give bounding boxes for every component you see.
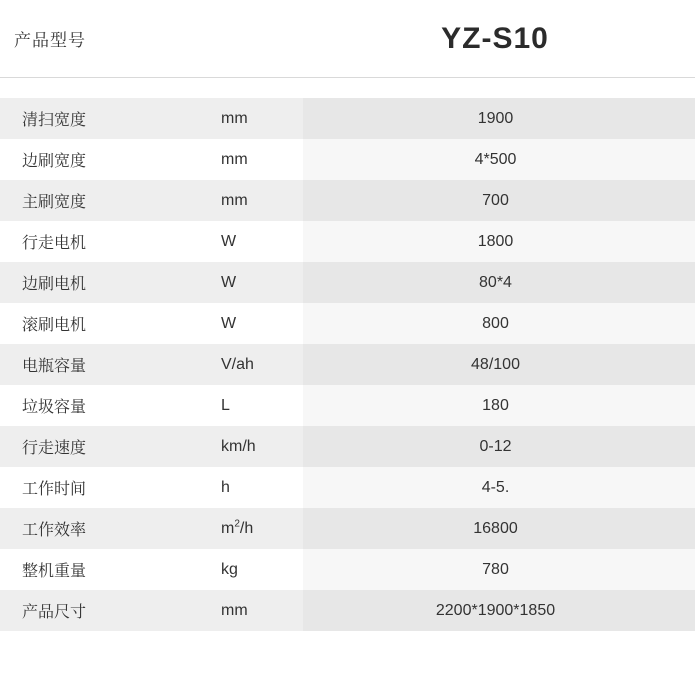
- spec-unit: mm: [207, 139, 303, 180]
- spec-value: 0-12: [303, 426, 695, 467]
- spec-header: [0, 0, 695, 78]
- spec-unit-base: m: [221, 519, 235, 537]
- spec-value: 2200*1900*1850: [303, 590, 695, 631]
- spec-unit-suffix: /h: [239, 519, 254, 537]
- table-row: [0, 508, 695, 549]
- spec-name: 工作效率: [0, 508, 207, 549]
- spec-name: 清扫宽度: [0, 98, 207, 139]
- spec-name: 行走电机: [0, 221, 207, 262]
- spec-value: 1900: [303, 98, 695, 139]
- spec-value: 1800: [303, 221, 695, 262]
- spec-unit: L: [207, 385, 303, 426]
- table-row: [0, 98, 695, 139]
- spec-value: 800: [303, 303, 695, 344]
- table-row: [0, 180, 695, 221]
- spec-unit: kg: [207, 549, 303, 590]
- specification-table: [0, 98, 695, 631]
- table-row: [0, 467, 695, 508]
- spec-value: 180: [303, 385, 695, 426]
- table-row: [0, 426, 695, 467]
- table-row: [0, 385, 695, 426]
- spec-value: 80*4: [303, 262, 695, 303]
- spec-unit: mm: [207, 98, 303, 139]
- spec-value: 700: [303, 180, 695, 221]
- spec-unit: mm: [207, 590, 303, 631]
- spec-name: 主刷宽度: [0, 180, 207, 221]
- table-row: [0, 590, 695, 631]
- table-row: [0, 549, 695, 590]
- spec-name: 垃圾容量: [0, 385, 207, 426]
- spec-unit: mm: [207, 180, 303, 221]
- spec-name: 边刷电机: [0, 262, 207, 303]
- spec-unit: W: [207, 221, 303, 262]
- spec-unit: km/h: [207, 426, 303, 467]
- spec-value: 4-5.: [303, 467, 695, 508]
- table-row: [0, 262, 695, 303]
- product-model: YZ-S10: [441, 21, 549, 55]
- spec-value: 16800: [303, 508, 695, 549]
- table-row: [0, 139, 695, 180]
- spec-unit: h: [207, 467, 303, 508]
- spec-unit-exponent: 2: [234, 518, 240, 530]
- spec-unit: [207, 508, 303, 549]
- spec-unit: V/ah: [207, 344, 303, 385]
- spec-name: 边刷宽度: [0, 139, 207, 180]
- table-row: [0, 344, 695, 385]
- table-row: [0, 303, 695, 344]
- spec-unit: W: [207, 303, 303, 344]
- spec-name: 产品尺寸: [0, 590, 207, 631]
- spec-value: 4*500: [303, 139, 695, 180]
- spec-name: 行走速度: [0, 426, 207, 467]
- spec-name: 滚刷电机: [0, 303, 207, 344]
- spec-name: 整机重量: [0, 549, 207, 590]
- spec-name: 工作时间: [0, 467, 207, 508]
- table-row: [0, 221, 695, 262]
- spec-unit: W: [207, 262, 303, 303]
- spec-value: 780: [303, 549, 695, 590]
- spec-name: 电瓶容量: [0, 344, 207, 385]
- header-label: 产品型号: [14, 31, 86, 50]
- spec-value: 48/100: [303, 344, 695, 385]
